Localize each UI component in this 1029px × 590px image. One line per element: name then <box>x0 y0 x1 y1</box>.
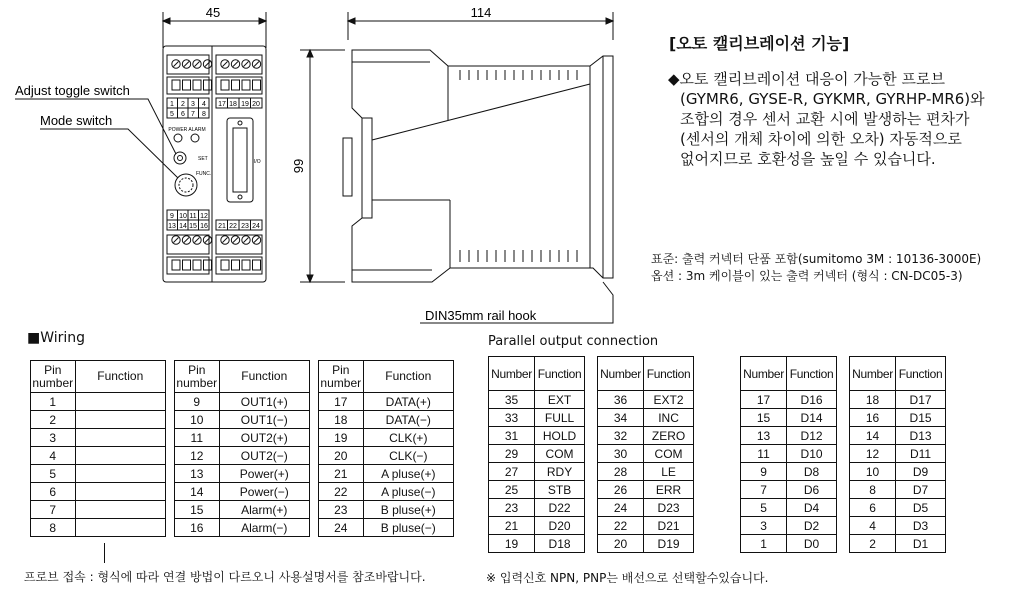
function-cell: CLK(+) <box>363 429 453 447</box>
table-row <box>598 517 694 535</box>
table-row <box>175 483 310 501</box>
header-pin-function: Function <box>363 361 453 393</box>
table-row <box>741 445 837 463</box>
number-cell: 16 <box>850 409 896 427</box>
function-cell: STB <box>535 481 585 499</box>
table-row <box>489 409 585 427</box>
svg-text:6: 6 <box>181 111 185 118</box>
feature-line: 없어지므로 호환성을 높일 수 있습니다. <box>680 150 936 168</box>
function-cell: FULL <box>535 409 585 427</box>
svg-text:1: 1 <box>170 101 174 108</box>
function-cell: D22 <box>535 499 585 517</box>
svg-text:24: 24 <box>252 223 260 230</box>
table-row <box>741 427 837 445</box>
header-pin-number: Pin number <box>175 361 220 393</box>
number-cell: 16 <box>175 519 220 537</box>
svg-text:18: 18 <box>229 101 237 108</box>
header-parallel-number: Number <box>598 357 644 391</box>
number-cell: 36 <box>598 391 644 409</box>
header-parallel-function: Function <box>787 357 837 391</box>
table-row <box>31 411 166 429</box>
table-row <box>31 501 166 519</box>
wire-slot <box>204 260 212 270</box>
table-row <box>741 391 837 409</box>
table-row <box>319 393 454 411</box>
header-parallel-number: Number <box>741 357 787 391</box>
function-cell: D4 <box>787 499 837 517</box>
function-cell: D19 <box>644 535 694 553</box>
table-row <box>850 445 946 463</box>
table-row <box>598 535 694 553</box>
wire-slot <box>221 80 229 90</box>
svg-text:19: 19 <box>241 101 249 108</box>
mode-switch-label: Mode switch <box>40 113 113 128</box>
number-cell: 31 <box>489 427 535 445</box>
number-cell: 23 <box>319 501 364 519</box>
function-cell: D5 <box>896 499 946 517</box>
function-cell <box>75 483 165 501</box>
table-row <box>741 499 837 517</box>
feature-line: 조합의 경우 센서 교환 시에 발생하는 편차가 <box>680 110 970 128</box>
wire-slot <box>232 80 240 90</box>
function-cell: D0 <box>787 535 837 553</box>
number-cell: 8 <box>850 481 896 499</box>
io-label: I/O <box>254 159 261 165</box>
number-cell: 30 <box>598 445 644 463</box>
svg-text:12: 12 <box>200 213 208 220</box>
number-cell: 28 <box>598 463 644 481</box>
number-cell: 13 <box>175 465 220 483</box>
wire-slot <box>193 80 201 90</box>
func-label: FUNC. <box>196 171 212 177</box>
table-row <box>598 463 694 481</box>
function-cell: D9 <box>896 463 946 481</box>
side-vents <box>460 70 577 262</box>
function-cell: Power(+) <box>219 465 309 483</box>
number-cell: 25 <box>489 481 535 499</box>
svg-text:13: 13 <box>168 223 176 230</box>
table-row <box>31 483 166 501</box>
number-cell: 2 <box>31 411 76 429</box>
function-cell <box>75 501 165 519</box>
number-cell: 32 <box>598 427 644 445</box>
function-cell: D14 <box>787 409 837 427</box>
number-cell: 35 <box>489 391 535 409</box>
number-cell: 4 <box>31 447 76 465</box>
number-cell: 27 <box>489 463 535 481</box>
table-row <box>489 463 585 481</box>
svg-text:3: 3 <box>191 101 195 108</box>
function-cell: D7 <box>896 481 946 499</box>
wiring-heading: ■Wiring <box>27 330 86 346</box>
table-row <box>489 517 585 535</box>
table-row <box>850 481 946 499</box>
number-cell: 24 <box>319 519 364 537</box>
number-cell: 2 <box>850 535 896 553</box>
wire-slot <box>253 260 261 270</box>
number-cell: 4 <box>850 517 896 535</box>
function-cell <box>75 411 165 429</box>
number-cell: 10 <box>175 411 220 429</box>
function-cell <box>75 519 165 537</box>
table-row <box>850 409 946 427</box>
parallel-table-1 <box>488 356 585 553</box>
number-cell: 7 <box>741 481 787 499</box>
wiring-table-3 <box>318 360 454 537</box>
header-pin-function: Function <box>219 361 309 393</box>
parallel-heading: Parallel output connection <box>488 334 659 349</box>
table-row <box>175 519 310 537</box>
number-cell: 11 <box>741 445 787 463</box>
length-label: 114 <box>470 5 492 20</box>
table-row <box>598 481 694 499</box>
table-row <box>741 409 837 427</box>
number-cell: 15 <box>741 409 787 427</box>
table-row <box>489 481 585 499</box>
svg-text:14: 14 <box>179 223 187 230</box>
parallel-table-3 <box>740 356 837 553</box>
function-cell <box>75 429 165 447</box>
svg-text:10: 10 <box>179 213 187 220</box>
number-cell: 14 <box>850 427 896 445</box>
table-row <box>175 411 310 429</box>
function-cell: D15 <box>896 409 946 427</box>
table-row <box>489 391 585 409</box>
number-cell: 7 <box>31 501 76 519</box>
table-row <box>850 427 946 445</box>
table-row <box>175 465 310 483</box>
header-pin-number: Pin number <box>319 361 364 393</box>
wire-slot <box>232 260 240 270</box>
table-row <box>31 519 166 537</box>
number-cell: 33 <box>489 409 535 427</box>
table-row <box>741 535 837 553</box>
function-cell <box>75 393 165 411</box>
number-cell: 15 <box>175 501 220 519</box>
feature-line: ◆오토 캘리브레이션 대응이 가능한 프로브 <box>668 70 945 88</box>
function-cell <box>75 465 165 483</box>
probe-note: 프로브 접속 : 형식에 따라 연결 방법이 다르오니 사용설명서를 참조바랍니다. <box>24 570 426 584</box>
front-view <box>163 46 266 282</box>
function-cell: ERR <box>644 481 694 499</box>
number-cell: 3 <box>31 429 76 447</box>
number-cell: 29 <box>489 445 535 463</box>
probe-note-tick <box>104 543 105 563</box>
svg-text:5: 5 <box>170 111 174 118</box>
function-cell: Alarm(−) <box>219 519 309 537</box>
adjust-toggle-label: Adjust toggle switch <box>15 83 130 98</box>
table-row <box>31 465 166 483</box>
function-cell: D3 <box>896 517 946 535</box>
table-row <box>319 429 454 447</box>
wiring-table-1 <box>30 360 166 537</box>
svg-text:9: 9 <box>170 213 174 220</box>
table-row <box>489 535 585 553</box>
function-cell: OUT2(−) <box>219 447 309 465</box>
function-cell: INC <box>644 409 694 427</box>
wiring-table-2 <box>174 360 310 537</box>
connector-note <box>651 251 981 285</box>
number-cell: 3 <box>741 517 787 535</box>
power-alarm-label: POWER ALARM <box>168 127 206 133</box>
header-parallel-function: Function <box>644 357 694 391</box>
parallel-table-4 <box>849 356 946 553</box>
table-row <box>31 429 166 447</box>
header-pin-number: Pin number <box>31 361 76 393</box>
wire-slot <box>253 80 261 90</box>
number-cell: 10 <box>850 463 896 481</box>
svg-text:23: 23 <box>241 223 249 230</box>
function-cell: COM <box>535 445 585 463</box>
number-cell: 5 <box>741 499 787 517</box>
number-cell: 26 <box>598 481 644 499</box>
number-cell: 24 <box>598 499 644 517</box>
callout-lines <box>15 99 178 178</box>
feature-line: (GYMR6, GYSE-R, GYKMR, GYRHP-MR6)와 <box>680 90 985 108</box>
number-cell: 5 <box>31 465 76 483</box>
function-cell: A pluse(+) <box>363 465 453 483</box>
table-row <box>850 463 946 481</box>
din-rail-label: DIN35mm rail hook <box>425 308 537 323</box>
svg-text:15: 15 <box>189 223 197 230</box>
table-row <box>489 499 585 517</box>
table-row <box>175 393 310 411</box>
number-cell: 8 <box>31 519 76 537</box>
header-parallel-function: Function <box>896 357 946 391</box>
table-row <box>319 465 454 483</box>
svg-text:20: 20 <box>252 101 260 108</box>
svg-text:2: 2 <box>181 101 185 108</box>
function-cell: D23 <box>644 499 694 517</box>
number-cell: 22 <box>598 517 644 535</box>
number-cell: 17 <box>741 391 787 409</box>
set-label: SET <box>198 156 208 162</box>
function-cell: D21 <box>644 517 694 535</box>
table-row <box>850 535 946 553</box>
svg-text:21: 21 <box>218 223 226 230</box>
function-cell: D12 <box>787 427 837 445</box>
number-cell: 21 <box>489 517 535 535</box>
svg-text:22: 22 <box>229 223 237 230</box>
feature-description <box>668 69 985 169</box>
feature-line: (센서의 개체 차이에 의한 오차) 자동적으로 <box>680 130 962 148</box>
table-row <box>489 427 585 445</box>
function-cell: D1 <box>896 535 946 553</box>
header-pin-function: Function <box>75 361 165 393</box>
number-cell: 9 <box>175 393 220 411</box>
function-cell: EXT <box>535 391 585 409</box>
number-cell: 9 <box>741 463 787 481</box>
svg-text:7: 7 <box>191 111 195 118</box>
table-row <box>319 519 454 537</box>
table-row <box>489 445 585 463</box>
feature-title: [오토 캘리브레이션 기능] <box>669 34 850 53</box>
number-cell: 19 <box>489 535 535 553</box>
table-row <box>598 499 694 517</box>
wire-slot <box>204 80 212 90</box>
table-row <box>850 499 946 517</box>
wire-slot <box>242 80 250 90</box>
wire-slot <box>193 260 201 270</box>
table-row <box>319 483 454 501</box>
number-cell: 13 <box>741 427 787 445</box>
function-cell: OUT2(+) <box>219 429 309 447</box>
table-row <box>598 409 694 427</box>
svg-text:17: 17 <box>218 101 226 108</box>
table-row <box>31 393 166 411</box>
number-cell: 21 <box>319 465 364 483</box>
table-row <box>319 447 454 465</box>
table-row <box>175 429 310 447</box>
function-cell: D16 <box>787 391 837 409</box>
number-cell: 14 <box>175 483 220 501</box>
number-cell: 23 <box>489 499 535 517</box>
input-note: ※ 입력신호 NPN, PNP는 배선으로 선택할수있습니다. <box>486 571 769 585</box>
function-cell: D2 <box>787 517 837 535</box>
table-row <box>741 463 837 481</box>
number-cell: 18 <box>850 391 896 409</box>
wire-slot <box>172 260 180 270</box>
function-cell: ZERO <box>644 427 694 445</box>
function-cell <box>75 447 165 465</box>
wire-slot <box>183 260 191 270</box>
function-cell: RDY <box>535 463 585 481</box>
number-cell: 12 <box>175 447 220 465</box>
function-cell: B pluse(+) <box>363 501 453 519</box>
number-cell: 12 <box>850 445 896 463</box>
table-row <box>850 391 946 409</box>
function-cell: EXT2 <box>644 391 694 409</box>
number-cell: 22 <box>319 483 364 501</box>
function-cell: D13 <box>896 427 946 445</box>
function-cell: A pluse(−) <box>363 483 453 501</box>
table-row <box>598 427 694 445</box>
table-row <box>741 517 837 535</box>
svg-text:4: 4 <box>202 101 206 108</box>
function-cell: D6 <box>787 481 837 499</box>
number-cell: 19 <box>319 429 364 447</box>
function-cell: B pluse(−) <box>363 519 453 537</box>
svg-text:8: 8 <box>202 111 206 118</box>
function-cell: OUT1(−) <box>219 411 309 429</box>
table-row <box>175 447 310 465</box>
wire-slot <box>172 80 180 90</box>
function-cell: DATA(−) <box>363 411 453 429</box>
number-cell: 6 <box>850 499 896 517</box>
height-dimension <box>300 50 345 282</box>
width-label: 45 <box>205 5 221 20</box>
number-cell: 17 <box>319 393 364 411</box>
number-cell: 6 <box>31 483 76 501</box>
number-cell: 1 <box>31 393 76 411</box>
function-cell: D20 <box>535 517 585 535</box>
function-cell: HOLD <box>535 427 585 445</box>
function-cell: D11 <box>896 445 946 463</box>
wire-slot <box>221 260 229 270</box>
side-view <box>343 50 613 282</box>
function-cell: COM <box>644 445 694 463</box>
number-cell: 1 <box>741 535 787 553</box>
function-cell: D10 <box>787 445 837 463</box>
function-cell: CLK(−) <box>363 447 453 465</box>
number-cell: 11 <box>175 429 220 447</box>
number-cell: 20 <box>319 447 364 465</box>
number-cell: 34 <box>598 409 644 427</box>
connector-standard: 표준: 출력 커넥터 단품 포함(sumitomo 3M : 10136-3000E) <box>651 252 982 266</box>
function-cell: D8 <box>787 463 837 481</box>
table-row <box>319 501 454 519</box>
table-row <box>850 517 946 535</box>
number-cell: 20 <box>598 535 644 553</box>
height-label: 99 <box>291 158 306 174</box>
table-row <box>319 411 454 429</box>
table-row <box>31 447 166 465</box>
header-parallel-number: Number <box>850 357 896 391</box>
header-parallel-number: Number <box>489 357 535 391</box>
function-cell: OUT1(+) <box>219 393 309 411</box>
function-cell: Alarm(+) <box>219 501 309 519</box>
function-cell: D18 <box>535 535 585 553</box>
function-cell: LE <box>644 463 694 481</box>
terminal-numbers <box>168 101 260 230</box>
table-row <box>175 501 310 519</box>
wire-slot <box>183 80 191 90</box>
connector-option: 옵션 : 3m 케이블이 있는 출력 커넥터 (형식 : CN-DC05-3) <box>651 269 963 283</box>
table-row <box>598 445 694 463</box>
svg-text:16: 16 <box>200 223 208 230</box>
function-cell: D17 <box>896 391 946 409</box>
parallel-table-2 <box>597 356 694 553</box>
wire-slot <box>242 260 250 270</box>
table-row <box>598 391 694 409</box>
number-cell: 18 <box>319 411 364 429</box>
header-parallel-function: Function <box>535 357 585 391</box>
table-row <box>741 481 837 499</box>
svg-text:11: 11 <box>189 213 197 220</box>
function-cell: Power(−) <box>219 483 309 501</box>
function-cell: DATA(+) <box>363 393 453 411</box>
